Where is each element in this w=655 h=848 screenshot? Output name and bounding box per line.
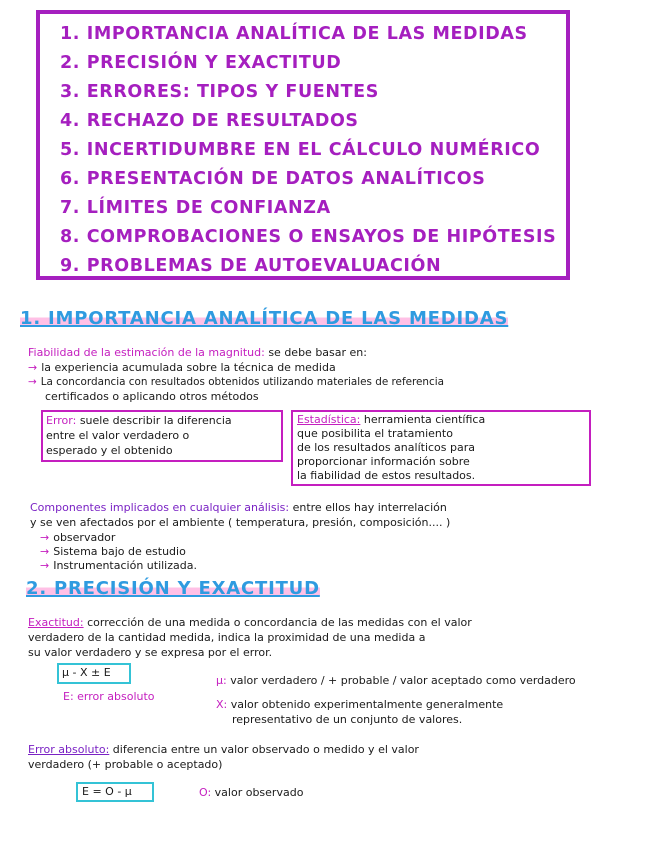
- exactitud-line1: [28, 616, 472, 629]
- toc-item-4: 4. RECHAZO DE RESULTADOS: [60, 111, 359, 131]
- e-label: [63, 690, 155, 703]
- toc-item-5: 5. INCERTIDUMBRE EN EL CÁLCULO NUMÉRICO: [60, 140, 541, 160]
- componentes-line2: y se ven afectados por el ambiente ( temperatura, presión, composición.... ): [30, 516, 451, 529]
- error-box-line3: esperado y el obtenido: [46, 444, 173, 457]
- toc-item-3: 3. ERRORES: TIPOS Y FUENTES: [60, 82, 379, 102]
- error-absoluto-term: Error absoluto:: [28, 743, 110, 756]
- o-def: valor observado: [211, 786, 304, 799]
- componentes-item-1-text: observador: [53, 531, 116, 544]
- estadistica-box-line1: [297, 413, 485, 426]
- error-absoluto-line1: [28, 743, 419, 756]
- mu-definition: [216, 674, 576, 687]
- section1-heading-text: 1. IMPORTANCIA ANALÍTICA DE LAS MEDIDAS: [20, 308, 509, 329]
- fiabilidad-rest: se debe basar en:: [264, 346, 367, 359]
- toc-item-2: 2. PRECISIÓN Y EXACTITUD: [60, 53, 342, 73]
- error-box-line1: [46, 414, 232, 427]
- error-absoluto-line1-text: diferencia entre un valor observado o medido y el valor: [109, 743, 419, 756]
- x-def-line2: representativo de un conjunto de valores.: [232, 713, 463, 726]
- estadistica-box-line5: la fiabilidad de estos resultados.: [297, 469, 476, 482]
- error-box-line2: entre el valor verdadero o: [46, 429, 190, 442]
- arrow-icon: →: [40, 545, 50, 558]
- fiabilidad-bullet-2: [28, 376, 444, 388]
- estadistica-box-line3: de los resultados analíticos para: [297, 441, 475, 454]
- arrow-icon: →: [28, 376, 37, 388]
- toc-item-6: 6. PRESENTACIÓN DE DATOS ANALÍTICOS: [60, 169, 486, 189]
- toc-item-8: 8. COMPROBACIONES O ENSAYOS DE HIPÓTESIS: [60, 227, 557, 247]
- toc-item-7: 7. LÍMITES DE CONFIANZA: [60, 198, 331, 218]
- toc-item-1: 1. IMPORTANCIA ANALÍTICA DE LAS MEDIDAS: [60, 24, 528, 44]
- formula-error: E = O - μ: [82, 785, 132, 798]
- estadistica-term: Estadística:: [297, 413, 361, 426]
- arrow-icon: →: [40, 531, 50, 544]
- exactitud-term: Exactitud:: [28, 616, 84, 629]
- fiabilidad-bullet-2-cont: certificados o aplicando otros métodos: [45, 390, 259, 403]
- estadistica-box-line2: que posibilita el tratamiento: [297, 427, 453, 440]
- fiabilidad-bullet-1: [28, 361, 336, 374]
- arrow-icon: →: [40, 559, 50, 572]
- mu-term: μ:: [216, 674, 227, 687]
- componentes-item-2-text: Sistema bajo de estudio: [53, 545, 186, 558]
- componentes-rest: entre ellos hay interrelación: [289, 501, 447, 514]
- toc-item-9: 9. PROBLEMAS DE AUTOEVALUACIÓN: [60, 256, 442, 276]
- error-term: Error:: [46, 414, 77, 427]
- arrow-icon: →: [28, 361, 38, 374]
- x-term: X:: [216, 698, 228, 711]
- estadistica-line1: herramienta científica: [360, 413, 486, 426]
- error-absoluto-line2: verdadero (+ probable o aceptado): [28, 758, 223, 771]
- x-def-line1: valor obtenido experimentalmente generalmente: [227, 698, 504, 711]
- fiabilidad-term: Fiabilidad de la estimación de la magnitud:: [28, 346, 265, 359]
- x-definition: [216, 698, 503, 711]
- exactitud-line2: verdadero de la cantidad medida, indica la proximidad de una medida a: [28, 631, 426, 644]
- section1-heading: [20, 308, 508, 329]
- componentes-line: [30, 501, 447, 514]
- exactitud-line1-text: corrección de una medida o concordancia de las medidas con el valor: [83, 616, 472, 629]
- section2-heading-text: 2. PRECISIÓN Y EXACTITUD: [26, 578, 320, 599]
- componentes-item-2: [40, 545, 186, 558]
- estadistica-box-line4: proporcionar información sobre: [297, 455, 470, 468]
- formula-exactitud: μ - X ± E: [62, 666, 111, 679]
- componentes-item-3-text: Instrumentación utilizada.: [53, 559, 197, 572]
- o-definition: [199, 786, 303, 799]
- e-label-text: E: error absoluto: [63, 690, 155, 703]
- componentes-item-3: [40, 559, 197, 572]
- fiabilidad-bullet-1-text: la experiencia acumulada sobre la técnica de medida: [41, 361, 336, 374]
- error-line1: suele describir la diferencia: [76, 414, 232, 427]
- fiabilidad-line: [28, 346, 367, 359]
- componentes-term: Componentes implicados en cualquier análisis:: [30, 501, 290, 514]
- section2-heading: [26, 578, 320, 599]
- componentes-item-1: [40, 531, 115, 544]
- toc-box: [36, 10, 570, 280]
- mu-def: valor verdadero / + probable / valor aceptado como verdadero: [226, 674, 576, 687]
- o-term: O:: [199, 786, 212, 799]
- exactitud-line3: su valor verdadero y se expresa por el error.: [28, 646, 273, 659]
- fiabilidad-bullet-2-line1: La concordancia con resultados obtenidos utilizando materiales de referencia: [40, 376, 444, 388]
